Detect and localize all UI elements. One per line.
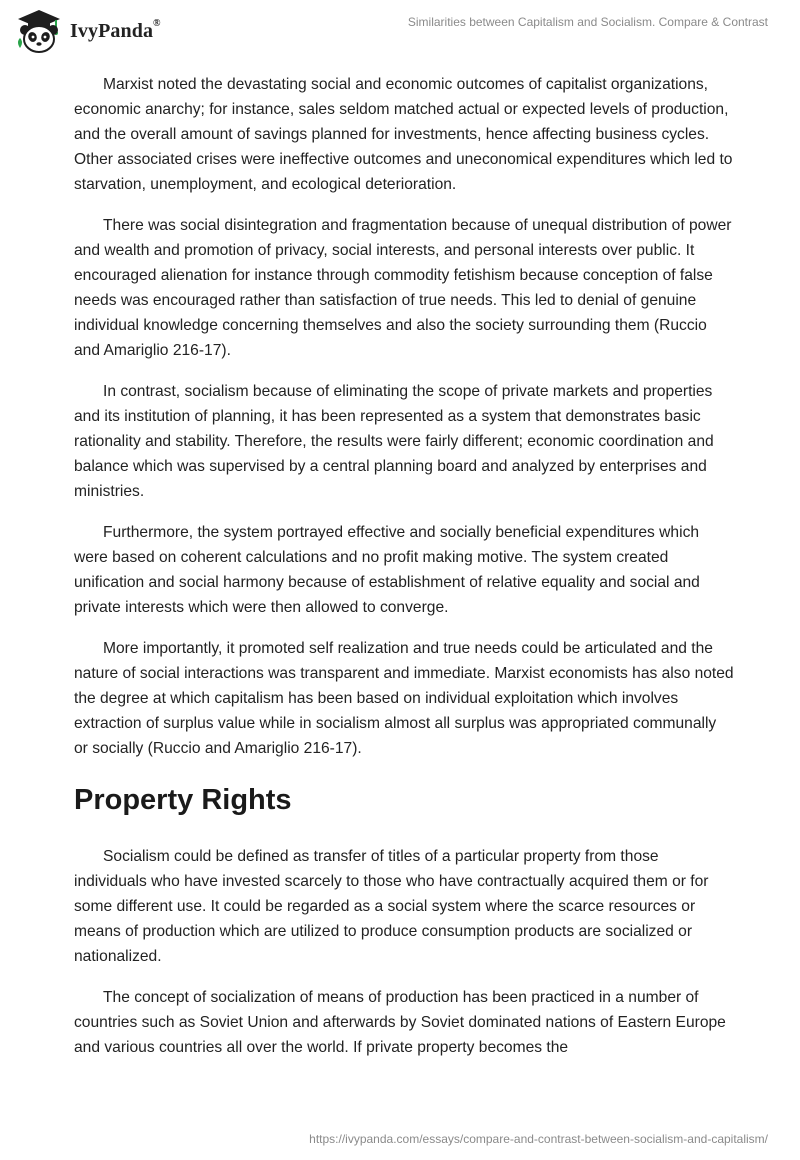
paragraph: There was social disintegration and fragmentation because of unequal distribution of power and wealth and promotion of privacy, social interests, and personal interests over public. It encouraged alienation for instance through commodity fetishism because conception of false needs was encouraged rather than satisfaction of true needs. This led to denial of genuine individual knowledge concerning themselves and also the society surrounding them (Ruccio and Amariglio 216-17). — [74, 217, 732, 359]
article-body — [74, 72, 734, 1076]
source-url[interactable]: https://ivypanda.com/essays/compare-and-contrast-between-socialism-and-capitalism/ — [309, 1132, 768, 1146]
paragraph: Socialism could be defined as transfer of titles of a particular property from those individuals who have invested scarcely to those who have contractually acquired them or for some different use. It could be regarded as a social system where the scarce resources or means of production which are utilized to produce consumption products are socialized or nationalized. — [74, 848, 709, 965]
document-title: Similarities between Capitalism and Socialism. Compare & Contrast — [407, 15, 768, 29]
page-header — [0, 0, 800, 70]
paragraph: More importantly, it promoted self realization and true needs could be articulated and the nature of social interactions was transparent and immediate. Marxist economists has also noted the degree at which capitalism has been based on individual exploitation which involves extraction of surplus value while in socialism almost all surplus was appropriated communally or socially (Ruccio and Amariglio 216-17). — [74, 640, 734, 757]
panda-graduate-icon — [14, 8, 64, 54]
section-heading: Property Rights — [74, 784, 292, 816]
paragraph: Furthermore, the system portrayed effective and socially beneficial expenditures which were based on coherent calculations and no profit making motive. The system created unification and social harmony because of establishment of relative equality and social and private interests which were then allowed to converge. — [74, 524, 700, 616]
ivypanda-logo[interactable] — [14, 8, 161, 54]
paragraph: Marxist noted the devastating social and economic outcomes of capitalist organizations, economic anarchy; for instance, sales seldom matched actual or expected levels of production, and the overall amount of savings planned for investments, hence affecting business cycles. Other associated crises were ineffective outcomes and uneconomical expenditures which led to starvation, unemployment, and ecological deterioration. — [74, 76, 733, 193]
paragraph: The concept of socialization of means of production has been practiced in a number of countries such as Soviet Union and afterwards by Soviet dominated nations of Eastern Europe and various countries all over the world. If private property becomes the — [74, 989, 726, 1056]
brand-name: IvyPanda® — [70, 17, 161, 42]
paragraph: In contrast, socialism because of eliminating the scope of private markets and properties and its institution of planning, it has been represented as a system that demonstrates basic rationality and stability. Therefore, the results were fairly different; economic coordination and balance which was supervised by a central planning board and analyzed by enterprises and ministries. — [74, 383, 714, 500]
